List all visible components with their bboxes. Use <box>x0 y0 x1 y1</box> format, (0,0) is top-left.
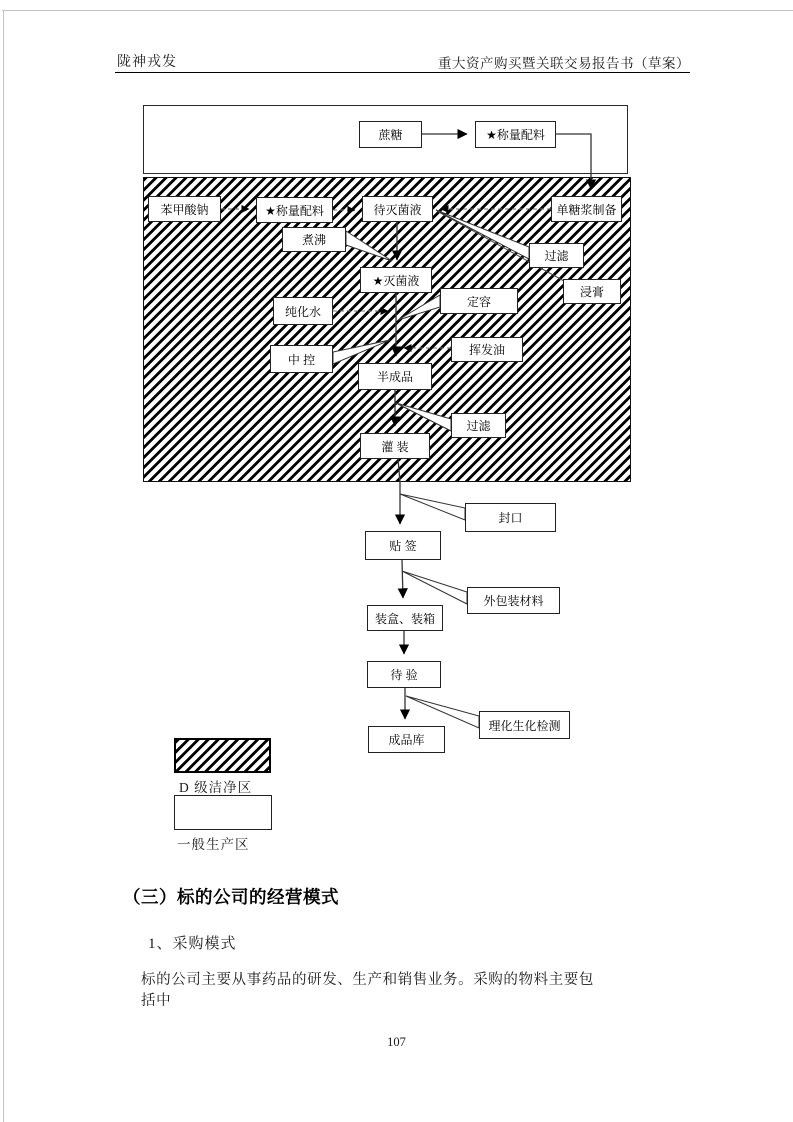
flow-node-pending-check: 待 验 <box>367 661 441 688</box>
page-border-top <box>2 10 793 11</box>
flow-node-sucrose: 蔗糖 <box>359 121 422 148</box>
flow-node-benzoate: 苯甲酸钠 <box>148 196 221 222</box>
flow-node-volume-fix: 定容 <box>440 288 518 314</box>
flow-node-sealing: 封口 <box>465 503 556 532</box>
header-rule <box>115 72 690 73</box>
flow-node-in-process-control: 中 控 <box>270 345 333 373</box>
page-border-left <box>3 10 4 1122</box>
legend-clean-zone-label: D 级洁净区 <box>179 780 253 795</box>
flow-node-filling: 灌 装 <box>360 433 430 459</box>
flow-node-labeling: 贴 签 <box>365 531 441 560</box>
header-left: 陇神戎发 <box>117 55 177 70</box>
flow-node-purified-water: 纯化水 <box>273 297 333 325</box>
section-heading: （三）标的公司的经营模式 <box>123 887 339 907</box>
flow-node-outer-pack-material: 外包装材料 <box>467 587 560 614</box>
flow-node-boxing: 装盒、装箱 <box>367 605 443 631</box>
subsection-title: 1、采购模式 <box>148 936 237 952</box>
legend-general-zone-swatch <box>174 795 272 830</box>
flow-node-semi-product: 半成品 <box>358 363 432 390</box>
legend-clean-zone-swatch <box>174 738 271 773</box>
flow-node-filter-mid: 过滤 <box>451 413 506 438</box>
flow-node-volatile-oil: 挥发油 <box>451 337 523 362</box>
body-paragraph: 标的公司主要从事药品的研发、生产和销售业务。采购的物料主要包括中 <box>141 972 594 1010</box>
flow-node-sterilized: ★灭菌液 <box>360 267 432 293</box>
flow-node-weigh-d: ★称量配料 <box>256 197 333 223</box>
flow-node-extract: 浸膏 <box>563 279 621 304</box>
flow-node-bio-chem-test: 理化生化检测 <box>479 711 570 739</box>
flow-node-weigh-top: ★称量配料 <box>475 121 556 148</box>
page-number: 107 <box>387 1035 406 1049</box>
legend-general-zone-label: 一般生产区 <box>177 837 250 852</box>
header-right: 重大资产购买暨关联交易报告书（草案） <box>438 56 690 71</box>
flow-node-boil: 煮沸 <box>282 227 346 252</box>
flow-node-syrup-prep: 单糖浆制备 <box>551 196 622 222</box>
flow-node-warehouse: 成品库 <box>368 726 445 753</box>
flow-node-filter-top: 过滤 <box>529 243 584 268</box>
flow-node-pre-sterilize: 待灭菌液 <box>362 196 433 222</box>
